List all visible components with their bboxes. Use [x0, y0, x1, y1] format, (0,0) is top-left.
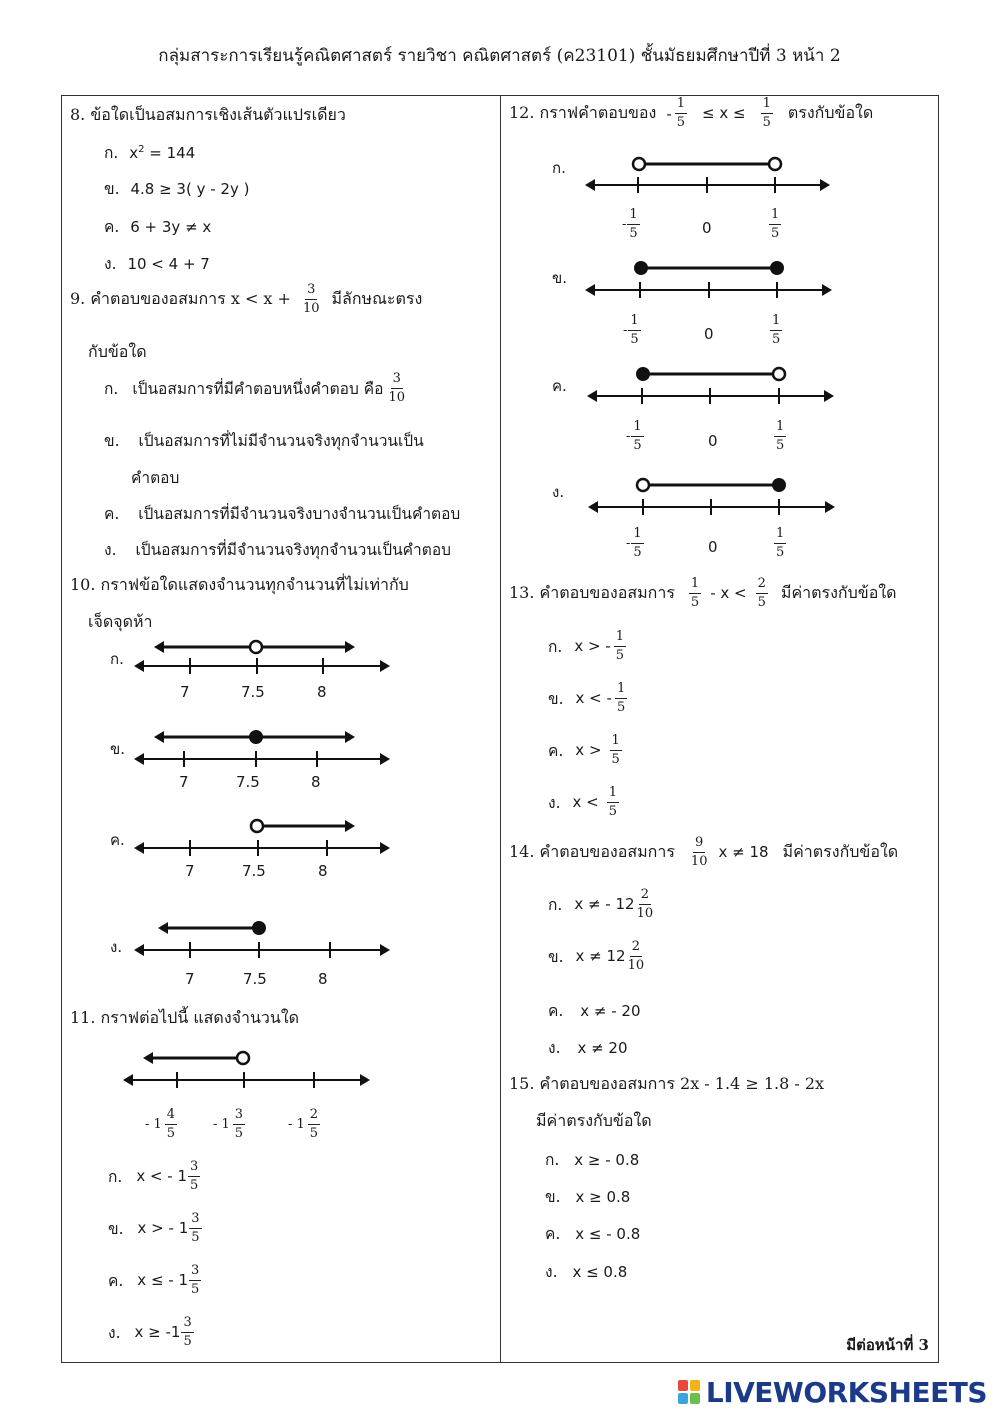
- option-label: ข.: [104, 432, 120, 450]
- q12-stem-mid: ≤ x ≤: [702, 104, 746, 123]
- denominator: 5: [690, 594, 700, 610]
- q11-tick-3: [288, 1108, 323, 1140]
- q10-label-b: ข.: [110, 740, 126, 758]
- fraction: [689, 836, 710, 868]
- q8-option-c[interactable]: [104, 214, 211, 239]
- numerator: 9: [693, 836, 705, 853]
- q11-option-c[interactable]: [108, 1264, 204, 1296]
- option-expr: x > - 1: [137, 1219, 189, 1238]
- denominator: 10: [302, 300, 320, 316]
- numerator: 2: [756, 577, 768, 594]
- fraction: [631, 527, 643, 559]
- q12-label-a: ก.: [552, 159, 566, 177]
- fraction: [189, 1212, 201, 1244]
- fraction: [614, 630, 626, 662]
- option-label: ก.: [548, 895, 563, 914]
- q10-c-number-line[interactable]: [140, 815, 390, 860]
- logo-icon: [678, 1380, 702, 1406]
- q9-option-b[interactable]: [104, 428, 424, 453]
- q10-label-a: ก.: [110, 650, 124, 668]
- numerator: 1: [689, 577, 701, 594]
- tick-label: 7.5: [242, 862, 266, 880]
- tick-label: 0: [708, 538, 718, 556]
- column-divider: [500, 95, 501, 1363]
- fraction: [607, 786, 619, 818]
- fraction: [386, 372, 407, 404]
- option-expr: x ≠ 12: [575, 947, 626, 966]
- numerator: 2: [308, 1108, 320, 1125]
- tick-sign: - 1: [145, 1116, 162, 1132]
- numerator: 1: [761, 97, 773, 114]
- q9-option-a[interactable]: [104, 372, 410, 404]
- numerator: 1: [774, 527, 786, 544]
- denominator: 5: [630, 331, 639, 347]
- fraction: [635, 888, 656, 920]
- fraction: [308, 1108, 320, 1140]
- denominator: 5: [757, 594, 766, 610]
- minus-sign: -: [626, 535, 631, 551]
- tick-label: 8: [318, 862, 328, 880]
- option-label: ค.: [104, 218, 120, 236]
- q14-stem-post: มีค่าตรงกับข้อใด: [782, 841, 899, 861]
- q9-option-c[interactable]: [104, 501, 460, 526]
- option-label: ก.: [104, 379, 119, 398]
- option-label: ง.: [108, 1323, 121, 1342]
- q14-stem-mid: x ≠ 18: [718, 843, 769, 862]
- q12-a-number-line[interactable]: [585, 152, 835, 197]
- option-label: ข.: [545, 1188, 561, 1206]
- q10-label-c: ค.: [110, 831, 125, 849]
- exponent: 2: [138, 143, 145, 155]
- q9-stem-pre: 9. คำตอบของอสมการ x < x +: [70, 288, 291, 308]
- option-label: ก.: [548, 637, 563, 656]
- denominator: 5: [611, 751, 620, 767]
- denominator: 5: [616, 699, 626, 715]
- q15-option-c[interactable]: [545, 1221, 640, 1246]
- tick-label: 8: [318, 970, 328, 988]
- numerator: 1: [615, 682, 627, 699]
- option-label: ค.: [548, 1002, 564, 1020]
- minus-sign: -: [626, 428, 631, 444]
- page-header: กลุ่มสาระการเรียนรู้คณิตศาสตร์ รายวิชา คณิตศาสตร์ (ค23101) ชั้นมัธยมศึกษาปีที่ 3 หน้า 2: [158, 46, 841, 66]
- option-expr: x ≠ - 12: [574, 895, 635, 914]
- denominator: 10: [636, 905, 654, 921]
- option-expr: x ≤ 0.8: [572, 1263, 628, 1281]
- option-expr: x ≥ - 0.8: [574, 1151, 640, 1169]
- q13-option-a[interactable]: [548, 630, 629, 662]
- minus-sign: -: [623, 322, 628, 338]
- option-label: ข.: [548, 947, 564, 966]
- q12-c-tick-pos: [771, 420, 789, 452]
- q15-option-d[interactable]: [545, 1259, 627, 1284]
- q11-tick-1: [145, 1108, 180, 1140]
- fraction: [770, 314, 782, 346]
- fraction: [675, 97, 687, 129]
- option-label: ค.: [548, 741, 564, 760]
- denominator: 10: [690, 853, 708, 869]
- q12-b-tick-pos: [767, 314, 785, 346]
- option-label: ง.: [548, 793, 561, 812]
- tick-sign: - 1: [288, 1116, 305, 1132]
- q14-option-a[interactable]: [548, 888, 658, 920]
- tick-label: 7: [179, 773, 189, 791]
- tick-label: 7.5: [243, 970, 267, 988]
- q10-d-number-line[interactable]: [140, 917, 390, 962]
- q11-option-a[interactable]: [108, 1160, 203, 1192]
- q12-label-c: ค.: [552, 377, 567, 395]
- q15-stem-line2: มีค่าตรงกับข้อใด: [536, 1111, 652, 1130]
- tick-label: 7: [180, 683, 190, 701]
- q14-option-c[interactable]: [548, 998, 640, 1023]
- denominator: 5: [762, 114, 771, 130]
- option-label: ง.: [548, 1039, 561, 1057]
- fraction: [769, 208, 781, 240]
- fraction: [756, 577, 768, 609]
- numerator: 1: [770, 314, 782, 331]
- denominator: 5: [629, 225, 638, 241]
- q15-stem: 15. คำตอบของอสมการ 2x - 1.4 ≥ 1.8 - 2x: [509, 1074, 825, 1093]
- q11-option-b[interactable]: [108, 1212, 205, 1244]
- minus-sign: -: [622, 216, 627, 232]
- brand-name: LIVEWORKSHEETS: [705, 1376, 987, 1409]
- q13-stem-pre: 13. คำตอบของอสมการ: [509, 582, 675, 602]
- denominator: 5: [772, 331, 781, 347]
- option-expr: x < - 1: [136, 1167, 188, 1186]
- q12-stem: [509, 97, 873, 129]
- option-label: ก.: [104, 144, 119, 162]
- option-expr-rest: = 144: [144, 144, 196, 162]
- denominator: 5: [309, 1125, 319, 1141]
- q12-c-tick-neg: [626, 420, 647, 452]
- q9-option-b-line2: คำตอบ: [131, 469, 180, 487]
- option-expr: x ≥ 0.8: [575, 1188, 631, 1206]
- numerator: 1: [631, 527, 643, 544]
- fraction: [628, 314, 640, 346]
- q15-option-b[interactable]: [545, 1184, 630, 1209]
- option-label: ค.: [545, 1225, 561, 1243]
- tick-label: 0: [702, 219, 712, 237]
- tick-label: 8: [311, 773, 321, 791]
- q9-stem-line2: กับข้อใด: [88, 342, 147, 361]
- numerator: 4: [165, 1108, 177, 1125]
- q10-b-number-line[interactable]: [140, 727, 390, 772]
- denominator: 5: [183, 1333, 192, 1349]
- numerator: 3: [189, 1212, 201, 1229]
- fraction: [189, 1264, 201, 1296]
- q12-d-number-line[interactable]: [588, 474, 838, 519]
- q8-option-b[interactable]: [104, 176, 249, 201]
- tick-label: 7: [185, 970, 195, 988]
- option-expr: x ≤ - 1: [137, 1271, 189, 1290]
- option-label: ข.: [548, 689, 564, 708]
- numerator: 1: [774, 420, 786, 437]
- tick-sign: - 1: [213, 1116, 230, 1132]
- option-label: ข.: [108, 1219, 124, 1238]
- numerator: 2: [639, 888, 651, 905]
- denominator: 5: [615, 647, 624, 663]
- denominator: 10: [388, 389, 405, 405]
- numerator: 1: [628, 314, 640, 331]
- option-label: ค.: [104, 505, 120, 523]
- q10-stem-line2: เจ็ดจุดห้า: [88, 612, 153, 631]
- option-expr: x >: [575, 741, 602, 760]
- tick-label: 8: [317, 683, 327, 701]
- fraction: [615, 682, 627, 714]
- tick-label: 0: [704, 325, 714, 343]
- q11-option-d[interactable]: [108, 1316, 197, 1348]
- q10-stem: 10. กราฟข้อใดแสดงจำนวนทุกจำนวนที่ไม่เท่ากับ: [70, 575, 409, 594]
- numerator: 1: [610, 734, 622, 751]
- option-label: ก.: [545, 1151, 560, 1169]
- fraction: [165, 1108, 177, 1140]
- tick-label: 0: [708, 432, 718, 450]
- fraction: [181, 1316, 193, 1348]
- numerator: 3: [391, 372, 403, 389]
- option-expr: x ≥ -1: [134, 1323, 181, 1342]
- denominator: 5: [771, 225, 780, 241]
- denominator: 5: [166, 1125, 176, 1141]
- numerator: 3: [181, 1316, 193, 1333]
- numerator: 3: [188, 1160, 200, 1177]
- numerator: 1: [607, 786, 619, 803]
- q8-stem: 8. ข้อใดเป็นอสมการเชิงเส้นตัวแปรเดียว: [70, 105, 346, 124]
- option-label: ข.: [104, 180, 120, 198]
- q12-d-tick-pos: [771, 527, 789, 559]
- fraction: [626, 940, 647, 972]
- q12-label-b: ข.: [552, 269, 568, 287]
- option-expr: 6 + 3y ≠ x: [130, 218, 212, 236]
- q8-option-a[interactable]: [104, 140, 195, 165]
- numerator: 1: [627, 208, 639, 225]
- continued-note: มีต่อหน้าที่ 3: [846, 1336, 929, 1354]
- q14-stem: [509, 836, 898, 868]
- option-expr: x: [129, 144, 139, 162]
- denominator: 5: [633, 437, 642, 453]
- denominator: 5: [608, 803, 617, 819]
- option-expr: x ≤ - 0.8: [575, 1225, 641, 1243]
- q10-label-d: ง.: [110, 938, 123, 956]
- q13-stem-mid: - x <: [710, 584, 747, 603]
- denominator: 5: [633, 544, 642, 560]
- q12-b-tick-neg: [623, 314, 644, 346]
- q14-option-d[interactable]: [548, 1035, 628, 1060]
- q11-tick-2: [213, 1108, 248, 1140]
- q11-number-line[interactable]: [125, 1045, 375, 1090]
- liveworksheets-logo[interactable]: [678, 1376, 987, 1409]
- q12-a-tick-neg: [622, 208, 643, 240]
- denominator: 5: [776, 544, 785, 560]
- option-expr: x <: [572, 793, 599, 812]
- q8-option-d[interactable]: [104, 251, 210, 276]
- numerator: 2: [630, 940, 642, 957]
- q12-stem-post: ตรงกับข้อใด: [787, 102, 874, 122]
- denominator: 5: [191, 1229, 200, 1245]
- q12-a-tick-pos: [766, 208, 784, 240]
- numerator: 1: [769, 208, 781, 225]
- q12-c-number-line[interactable]: [587, 363, 837, 408]
- fraction: [774, 420, 786, 452]
- fraction: [188, 1160, 200, 1192]
- q13-option-c[interactable]: [548, 734, 625, 766]
- option-text: เป็นอสมการที่มีจำนวนจริงทุกจำนวนเป็นคำตอบ: [135, 541, 451, 559]
- option-text: เป็นอสมการที่มีคำตอบหนึ่งคำตอบ คือ: [132, 379, 384, 398]
- option-expr: x < -: [575, 689, 612, 708]
- option-label: ก.: [108, 1167, 123, 1186]
- option-text: เป็นอสมการที่ไม่มีจำนวนจริงทุกจำนวนเป็น: [138, 432, 424, 450]
- q13-stem-post: มีค่าตรงกับข้อใด: [780, 582, 897, 602]
- option-expr: x ≠ - 20: [580, 1002, 641, 1020]
- fraction: [301, 283, 322, 315]
- q14-option-b[interactable]: [548, 940, 649, 972]
- q13-option-b[interactable]: [548, 682, 630, 714]
- option-label: ง.: [104, 541, 117, 559]
- q14-stem-pre: 14. คำตอบของอสมการ: [509, 841, 675, 861]
- tick-label: 7: [185, 862, 195, 880]
- numerator: 1: [614, 630, 626, 647]
- q9-stem: [70, 283, 422, 315]
- denominator: 5: [191, 1281, 200, 1297]
- fraction: [610, 734, 622, 766]
- q13-option-d[interactable]: [548, 786, 622, 818]
- fraction: [761, 97, 773, 129]
- numerator: 1: [631, 420, 643, 437]
- option-label: ง.: [545, 1263, 558, 1281]
- fraction: [631, 420, 643, 452]
- q13-stem: [509, 577, 897, 609]
- option-label: ง.: [104, 255, 117, 273]
- option-label: ค.: [108, 1271, 124, 1290]
- option-expr: x ≠ 20: [577, 1039, 628, 1057]
- numerator: 3: [305, 283, 317, 300]
- q9-option-d[interactable]: [104, 537, 451, 562]
- fraction: [774, 527, 786, 559]
- option-text: เป็นอสมการที่มีจำนวนจริงบางจำนวนเป็นคำตอบ: [138, 505, 461, 523]
- fraction: [233, 1108, 245, 1140]
- numerator: 3: [233, 1108, 245, 1125]
- denominator: 5: [190, 1177, 199, 1193]
- q12-d-tick-neg: [626, 527, 647, 559]
- tick-label: 7.5: [236, 773, 260, 791]
- q11-stem: 11. กราฟต่อไปนี้ แสดงจำนวนใด: [70, 1008, 300, 1027]
- q12-b-number-line[interactable]: [585, 257, 835, 302]
- denominator: 10: [627, 957, 645, 973]
- numerator: 3: [189, 1264, 201, 1281]
- denominator: 5: [776, 437, 785, 453]
- q12-stem-pre: 12. กราฟคำตอบของ: [509, 102, 657, 122]
- q9-stem-post: มีลักษณะตรง: [331, 288, 423, 308]
- denominator: 5: [234, 1125, 244, 1141]
- q12-label-d: ง.: [552, 483, 565, 501]
- denominator: 5: [676, 114, 686, 130]
- option-expr: 4.8 ≥ 3( y - 2y ): [130, 180, 250, 198]
- option-expr: x > -: [574, 637, 611, 656]
- q15-option-a[interactable]: [545, 1147, 639, 1172]
- minus-sign: -: [666, 103, 672, 123]
- tick-label: 7.5: [241, 683, 265, 701]
- option-expr: 10 < 4 + 7: [127, 255, 210, 273]
- numerator: 1: [675, 97, 687, 114]
- fraction: [689, 577, 701, 609]
- q10-a-number-line[interactable]: [140, 636, 390, 681]
- fraction: [627, 208, 639, 240]
